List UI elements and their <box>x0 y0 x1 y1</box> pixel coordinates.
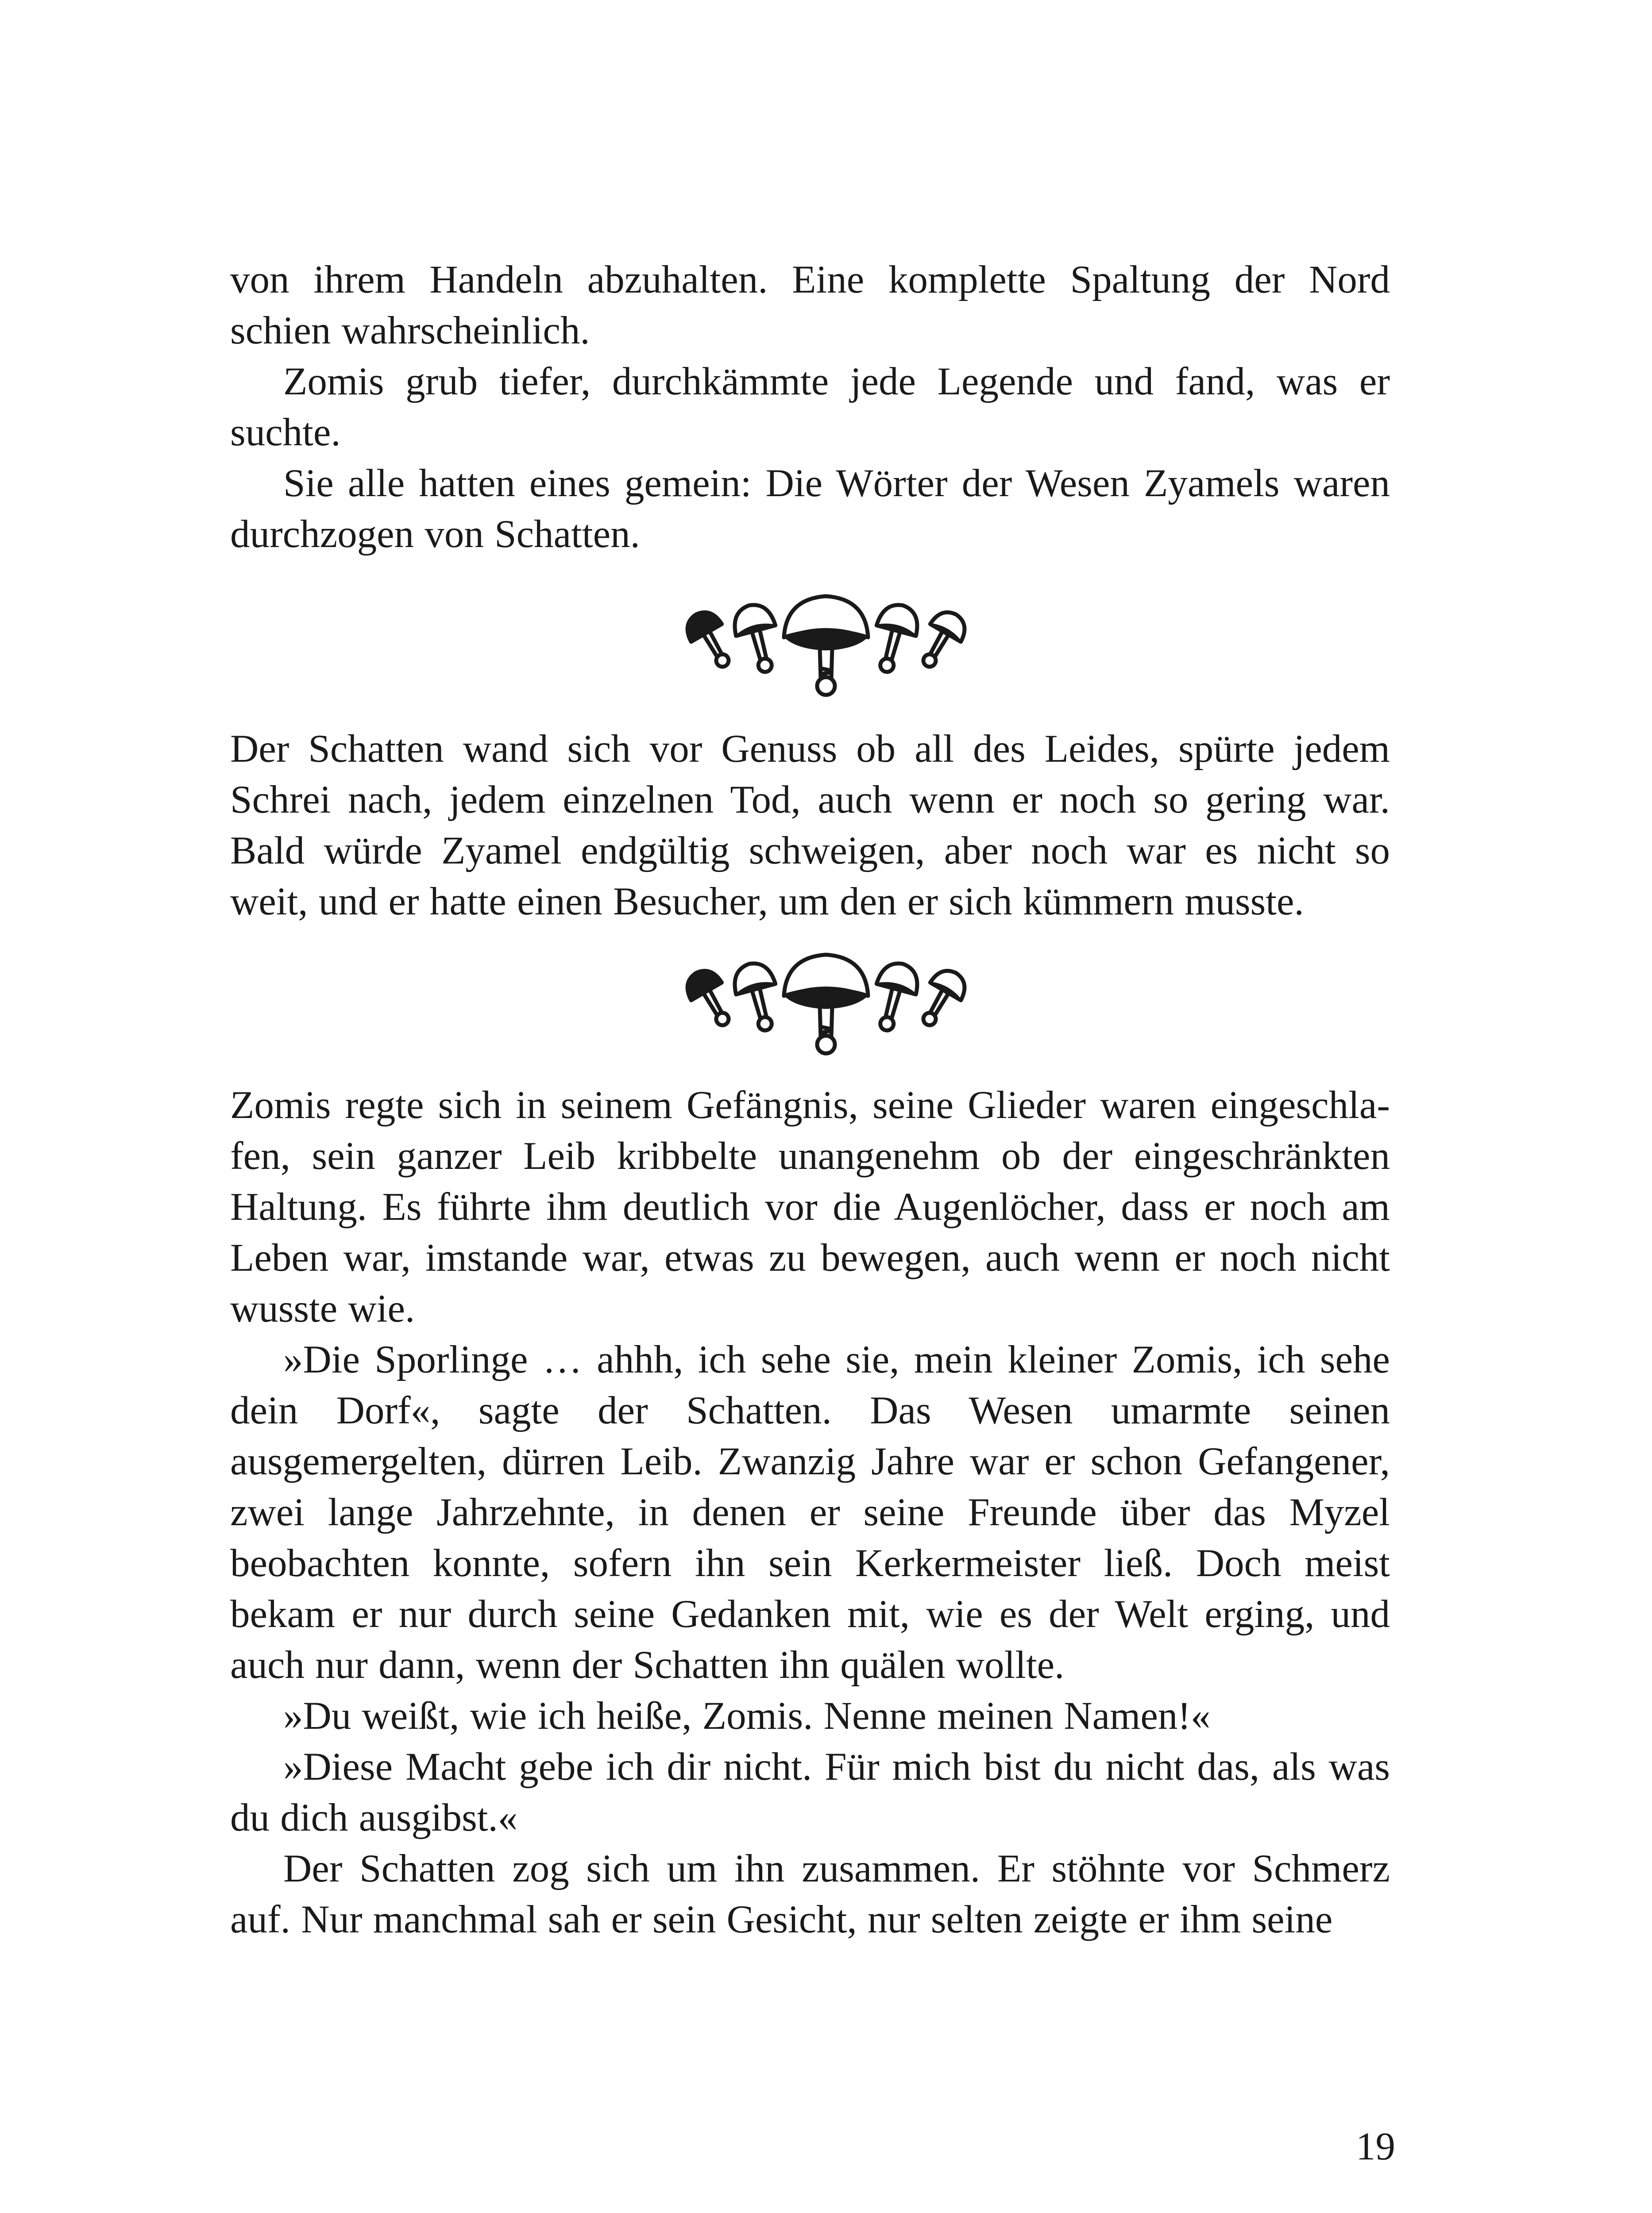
paragraph: Sie alle hatten eines gemein: Die Wörter der Wesen Zyamels waren durchzogen von Schatten. <box>230 462 1390 556</box>
paragraph: Zomis regte sich in seinem Gefängnis, seine Glieder waren eingeschlafen, sein ganzer Leib kribbelte unangenehm ob der eingeschränkten Haltung. Es führte ihm deutlich vor die Augenlöcher, dass er noch am Leben war, imstande war, etwas zu bewegen, auch wenn er noch nicht wusste wie. <box>230 1083 1390 1330</box>
paragraph: von ihrem Handeln abzuhalten. Eine komplette Spaltung der Nord schien wahrscheinlich. <box>230 258 1390 352</box>
text-block-2 <box>230 724 1390 927</box>
paragraph: Der Schatten zog sich um ihn zusammen. Er stöhnte vor Schmerz auf. Nur manchmal sah er sein Gesicht, nur selten zeigte er ihm seine <box>230 1847 1390 1941</box>
paragraph: Zomis grub tiefer, durchkämmte jede Legende und fand, was er suchte. <box>230 360 1390 454</box>
paragraph: »Die Sporlinge … ahhh, ich sehe sie, mein kleiner Zomis, ich sehe dein Dorf«, sagte der Schatten. Das Wesen umarmte seinen ausgemergelten, dürren Leib. Zwanzig Jahre war er schon Gefangener, zwei lange Jahrzehnte, in denen er seine Freunde über das Myzel beobachten konnte, sofern ihn sein Kerkermeister ließ. Doch meist bekam er nur durch seine Gedanken mit, wie es der Welt erging, und auch nur dann, wenn der Schatten ihn quälen wollte. <box>230 1338 1390 1687</box>
text-block-3 <box>230 1080 1390 1945</box>
page-number: 19 <box>1356 2125 1395 2168</box>
mushroom-fleuron-icon <box>675 584 977 699</box>
paragraph: »Du weißt, wie ich heiße, Zomis. Nenne meinen Namen!« <box>283 1694 1211 1738</box>
mushroom-fleuron-icon <box>675 943 977 1058</box>
paragraph: Der Schatten wand sich vor Genuss ob all des Leides, spürte jedem Schrei nach, jedem einzelnen Tod, auch wenn er noch so gering war. Bald würde Zyamel endgültig schweigen, aber noch war es nicht so weit, und er hatte einen Besucher, um den er sich kümmern musste. <box>230 727 1390 923</box>
text-block-1 <box>230 254 1390 560</box>
paragraph: »Diese Macht gebe ich dir nicht. Für mich bist du nicht das, als was du dich ausgibst.« <box>230 1745 1390 1839</box>
